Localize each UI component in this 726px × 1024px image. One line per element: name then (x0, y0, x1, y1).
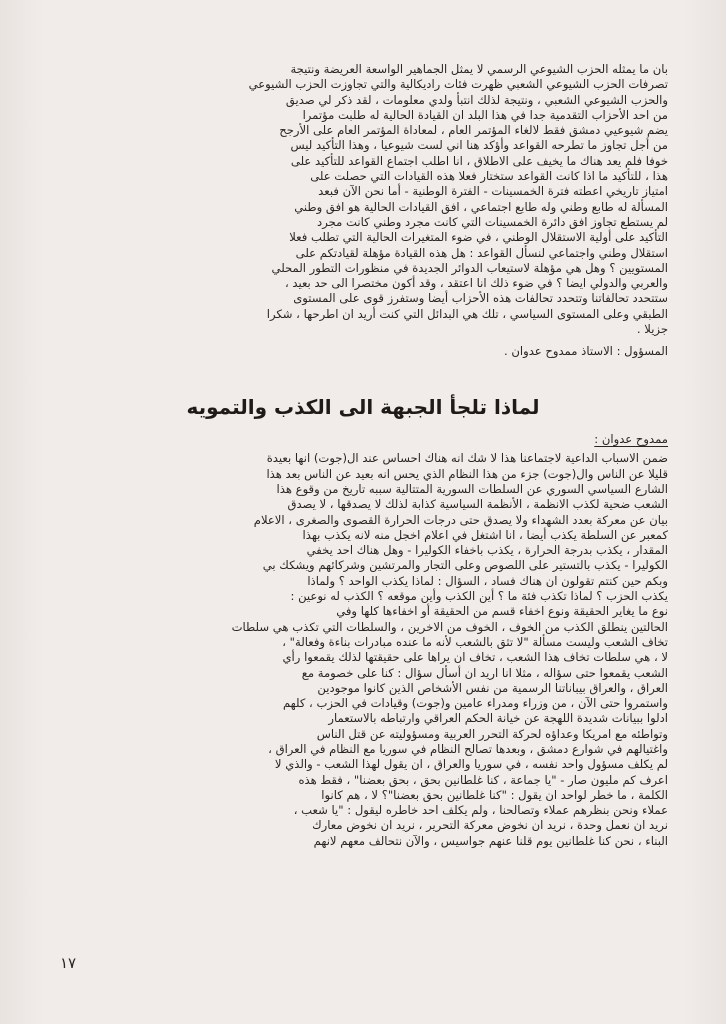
text-line: ستتحدد تحالفاتنا وتتحدد تحالفات هذه الأحزاب أيضا وستفرز قوى على المستوى (293, 291, 668, 306)
text-line: الشعب يقمعوا حتى سؤاله ، مثلا انا اريد ان أسأل سؤال : كنا على خصومة مع (301, 665, 668, 680)
text-line: البناء ، نحن كنا غلطانين يوم قلنا عنهم جواسيس ، والآن نتحالف معهم لانهم (313, 833, 668, 848)
text-line: بان ما يمثله الحزب الشيوعي الرسمي لا يمثل الجماهير الواسعة العريضة ونتيجة (290, 62, 668, 76)
text-line: المقدار ، يكذب بدرجة الحرارة ، يكذب باخفاء الكوليرا - وهل هناك احد يخفي (306, 543, 668, 558)
text-line: كمعبر عن السلطة يكذب أيضا ، انا اشتغل في اعلام اخجل منه لانه يكذب بهذا (302, 527, 668, 542)
text-line: ضمن الاسباب الداعية لاجتماعنا هذا لا شك انه هناك احساس عند ال(جوت) انها بعيدة (266, 451, 668, 466)
speech-paragraph (58, 451, 668, 849)
text-column (58, 62, 668, 849)
text-line: نريد ان نعمل وحدة ، نريد ان نخوض معركة التحرير ، نريد ان نخوض معارك (312, 818, 668, 833)
opening-paragraph (58, 62, 668, 337)
text-line: بيان عن معركة بعدد الشهداء ولا يصدق حتى درجات الحرارة القصوى والصغرى ، الاعلام (253, 512, 668, 527)
text-line: الكلمة ، ما خطر لواحد ان يقول : "كنا غلطانين بحق بعضنا"؟ لا ، هم كانوا (321, 787, 668, 802)
text-line: الكوليرا - يكذب بالتستير على اللصوص وعلى التجار والمرتشين وشركائهم ويشكك بي (262, 558, 668, 573)
text-line: تصرفات الحزب الشيوعي الشعبي ظهرت فئات راديكالية والتي تجاوزت الحزب الشيوعي (248, 77, 668, 92)
text-line: من أجل تجاوز ما تطرحه القواعد وأؤكد هنا اني لست شيوعيا ، وهذا التأكيد ليس (290, 138, 668, 153)
text-line: استقلال وطني واجتماعي لنسأل القواعد : هل هذه القيادة مؤهلة لقيادتكم على (295, 245, 668, 260)
text-line: التأكيد على أولية الاستقلال الوطني ، في ضوء المتغيرات الحالية التي تطلب فعلا (289, 230, 668, 245)
text-line: وبكم حين كنتم تقولون ان هناك فساد ، السؤال : لماذا يكذب الواحد ؟ ولماذا (307, 573, 668, 588)
speaker-handoff-line: المسؤول : الاستاذ ممدوح عدوان . (504, 344, 668, 359)
text-line: هذا ، للتأكيد ما اذا كانت القواعد ستختار فعلا هذه القيادات التي حصلت على (310, 169, 668, 184)
text-line: عملاء ونحن بنظرهم عملاء وتصالحنا ، ولم يكلف احد خاطره ليقول : "يا شعب ، (293, 803, 668, 818)
text-line: لم يكلف مسؤول واحد نفسه ، في سوريا والعراق ، ان يقول لهذا الشعب - والذي لا (274, 757, 668, 772)
text-line: اعرف كم مليون صار - "يا جماعة ، كنا غلطانين بحق ، بحق بعضنا" ، فقط هذه (298, 772, 668, 787)
text-line: تخاف الشعب وليست مسألة "لا تثق بالشعب لأنه ما عنده مبادرات بناءة وفعالة" ، (282, 634, 668, 649)
speaker-name: ممدوح عدوان : (594, 432, 668, 447)
text-line: المستويين ؟ وهل هي مؤهلة لاستيعاب الدوائر الجديدة في منظورات التطور المحلي (271, 260, 668, 275)
text-line: والعربي والدولي ايضا ؟ في ضوء ذلك انا اعتقد ، وقد أكون مختصرا الى حد بعيد ، (284, 276, 668, 291)
text-line: الحالتين ينطلق الكذب من الخوف ، الخوف من الاخرين ، والسلطات التي تكذب هي سلطات (231, 619, 668, 634)
text-line: لم يستطع تجاوز افق دائرة الخمسينات التي كانت مجرد وطني كانت مجرد (317, 214, 668, 229)
text-line: واغتيالهم في شوارع دمشق ، وبعدها تصالح النظام في سوريا مع النظام في العراق ، (268, 741, 668, 756)
text-line: واستمروا حتى الآن ، من وزراء ومدراء عامين و(جوت) وقيادات في الحزب ، كلهم (282, 696, 668, 711)
text-line: لا ، هي سلطات تخاف هذا الشعب ، تخاف ان يراها على حقيقتها لذلك يقمعوا رأي (282, 650, 668, 665)
text-line: المسألة له طابع وطني وله طابع اجتماعي ، افق القيادات الحالية هو افق وطني (294, 199, 668, 214)
text-line: امتياز تاريخي اعطته فترة الخمسينات - الفترة الوطنية - أما نحن الآن فبعد (318, 184, 668, 199)
text-line: جزيلا . (636, 322, 668, 337)
article-heading: لماذا تلجأ الجبهة الى الكذب والتمويه (186, 395, 540, 420)
text-line: من احد الأحزاب التقدمية جدا في هذا البلد ان القيادة الحالية له طلبت مؤتمرا (302, 107, 668, 122)
text-line: وتواطئه مع امريكا وعداؤه لحركة التحرر العربية ومسؤوليته عن قتل الناس (316, 726, 668, 741)
text-line: نوع ما يغاير الحقيقة ونوع اخفاء قسم من الحقيقة أو اخفاءها كلها وفي (336, 604, 668, 619)
text-line: يضم شيوعيي دمشق فقط لالغاء المؤتمر العام ، لمعاداة المؤتمر العام على الأرجح (279, 123, 668, 138)
text-line: الطبقي وعلى المستوى السياسي ، تلك هي البدائل التي كنت أريد ان اطرحها ، شكرا (266, 306, 668, 321)
text-line: خوفا فلم يعد هناك ما يخيف على الاطلاق ، انا اطلب اجتماع القواعد للتأكيد على (290, 153, 668, 168)
text-line: ادلوا ببيانات شديدة اللهجة عن خيانة الحكم العراقي وارتباطه بالاستعمار (328, 711, 668, 726)
text-line: يكذب الحزب ؟ لماذا تكذب فئة ما ؟ أين الكذب وأين موقعه ؟ الكذب له نوعين : (290, 589, 668, 604)
text-line: العراق ، والعراق بيباناتنا الرسمية من نفس الأشخاص الذين كانوا موجودين (317, 680, 668, 695)
page-number: ١٧ (60, 954, 77, 972)
text-line: قليلا عن الناس وال(جوت) جزء من هذا النظام الذي يحس انه بعيد عن الناس بعد هذا (266, 466, 668, 481)
text-line: الشارع السياسي السوري عن السلطات السورية المتتالية سببه تاريخ من وقوع هذا (276, 481, 668, 496)
text-line: الشعب ضحية لكذب الانظمة ، الأنظمة السياسية كذابة لذلك لا يصدقها ، لا يصدق (287, 497, 668, 512)
text-line: والحزب الشيوعي الشعبي ، ونتيجة لذلك انتبأ ولدي معلومات ، لقد ذكر لي صديق (285, 92, 668, 107)
